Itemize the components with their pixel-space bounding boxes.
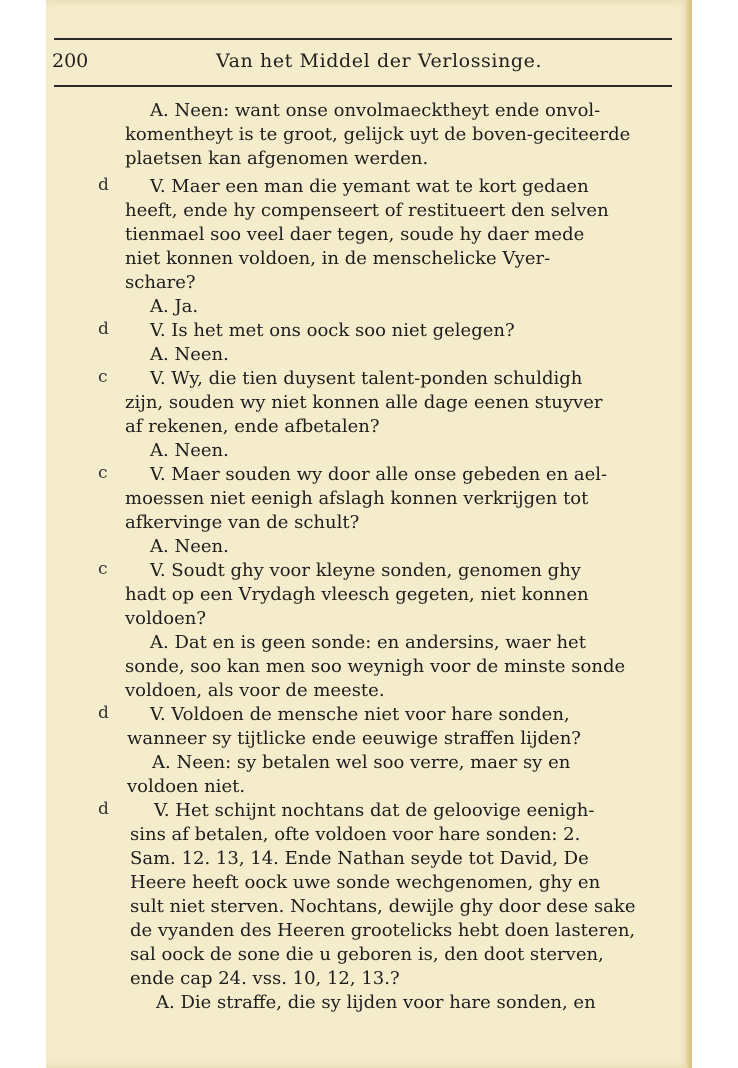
text-line: sult niet sterven. Nochtans, dewijle ghy door dese sake bbox=[130, 896, 636, 917]
margin-marker: d bbox=[98, 799, 109, 819]
text-line: A. Ja. bbox=[150, 296, 199, 317]
text-line: voldoen, als voor de meeste. bbox=[125, 680, 385, 701]
text-line: A. Neen: sy betalen wel soo verre, maer sy en bbox=[152, 752, 571, 773]
text-line: sal oock de sone die u geboren is, den doot sterven, bbox=[130, 944, 604, 965]
text-line: voldoen? bbox=[125, 608, 207, 629]
margin-marker: c bbox=[98, 367, 108, 387]
text-line: A. Neen: want onse onvolmaecktheyt ende onvol- bbox=[150, 100, 601, 121]
text-line: A. Neen. bbox=[150, 440, 229, 461]
margin-marker: d bbox=[98, 319, 109, 339]
text-line: wanneer sy tijtlicke ende eeuwige straffen lijden? bbox=[127, 728, 581, 749]
text-line: V. Wy, die tien duysent talent-ponden schuldigh bbox=[150, 368, 583, 389]
text-line: A. Dat en is geen sonde: en andersins, waer het bbox=[150, 632, 586, 653]
text-line: hadt op een Vrydagh vleesch gegeten, niet konnen bbox=[125, 584, 589, 605]
text-line: tienmael soo veel daer tegen, soude hy daer mede bbox=[125, 224, 585, 245]
text-line: V. Voldoen de mensche niet voor hare sonden, bbox=[150, 704, 570, 725]
text-line: V. Soudt ghy voor kleyne sonden, genomen ghy bbox=[150, 560, 581, 581]
page-edge bbox=[686, 0, 692, 1068]
text-line: afkervinge van de schult? bbox=[125, 512, 360, 533]
margin-marker: c bbox=[98, 559, 108, 579]
page-header bbox=[52, 48, 672, 80]
margin-marker: d bbox=[98, 703, 109, 723]
text-line: A. Neen. bbox=[150, 344, 229, 365]
text-line: A. Neen. bbox=[150, 536, 229, 557]
text-line: komentheyt is te groot, gelijck uyt de boven-geciteerde bbox=[125, 124, 631, 145]
text-line: A. Die straffe, die sy lijden voor hare sonden, en bbox=[156, 992, 596, 1013]
text-line: V. Maer een man die yemant wat te kort gedaen bbox=[150, 176, 589, 197]
text-line: sins af betalen, ofte voldoen voor hare sonden: 2. bbox=[130, 824, 581, 845]
text-line: voldoen niet. bbox=[127, 776, 246, 797]
text-line: heeft, ende hy compenseert of restitueert den selven bbox=[125, 200, 609, 221]
text-line: ende cap 24. vss. 10, 12, 13.? bbox=[130, 968, 400, 989]
text-line: V. Het schijnt nochtans dat de geloovige eenigh- bbox=[154, 800, 595, 821]
text-line: Sam. 12. 13, 14. Ende Nathan seyde tot David, De bbox=[130, 848, 589, 869]
text-line: Heere heeft oock uwe sonde wechgenomen, ghy en bbox=[130, 872, 601, 893]
text-line: V. Maer souden wy door alle onse gebeden en ael- bbox=[150, 464, 608, 485]
text-line: sonde, soo kan men soo weynigh voor de minste sonde bbox=[125, 656, 626, 677]
header-rule-top bbox=[54, 38, 672, 40]
text-line: zijn, souden wy niet konnen alle dage eenen stuyver bbox=[125, 392, 603, 413]
text-line: plaetsen kan afgenomen werden. bbox=[125, 148, 429, 169]
running-title: Van het Middel der Verlossinge. bbox=[216, 50, 543, 72]
page-number: 200 bbox=[52, 50, 89, 72]
text-line: schare? bbox=[125, 272, 196, 293]
text-line: de vyanden des Heeren grootelicks hebt doen lasteren, bbox=[130, 920, 636, 941]
header-rule-bottom bbox=[54, 85, 672, 87]
margin-marker: c bbox=[98, 463, 108, 483]
margin-marker: d bbox=[98, 175, 109, 195]
text-line: moessen niet eenigh afslagh konnen verkrijgen tot bbox=[125, 488, 589, 509]
text-line: V. Is het met ons oock soo niet gelegen? bbox=[150, 320, 515, 341]
text-line: niet konnen voldoen, in de menschelicke Vyer- bbox=[125, 248, 551, 269]
text-line: af rekenen, ende afbetalen? bbox=[125, 416, 380, 437]
